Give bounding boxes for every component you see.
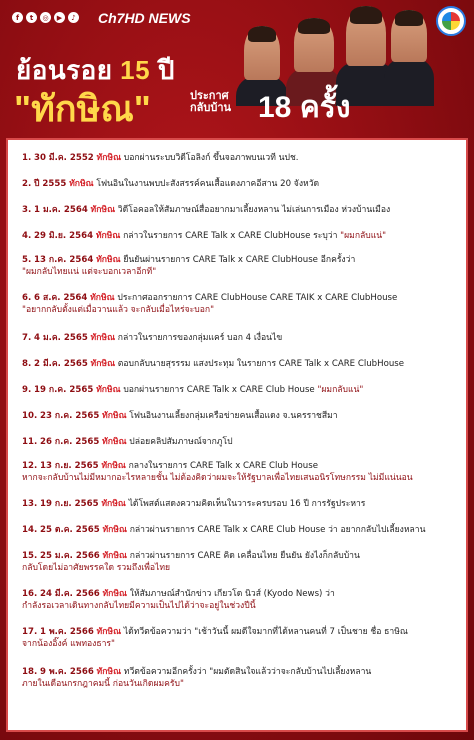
channel7-logo (436, 6, 466, 36)
item-text: ทวีตข้อความอีกครั้งว่า "ผมตัดสินใจแล้วว่าจะกลับบ้านไปเลี้ยงหลาน (123, 667, 372, 677)
item-text: โฟนอินงานเลี้ยงกลุ่มเครือข่ายคนเสื้อแดง จ.นครราชสีมา (129, 411, 338, 421)
item-name: ทักษิณ (90, 359, 116, 369)
timeline-item (22, 230, 460, 242)
item-name: ทักษิณ (96, 255, 121, 265)
item-number: 8. (22, 359, 32, 369)
instagram-icon[interactable]: ◎ (40, 12, 51, 23)
timeline-panel (8, 140, 466, 730)
item-date: 9 พ.ค. 2566 (39, 667, 94, 677)
item-name: ทักษิณ (102, 589, 128, 599)
youtube-icon[interactable]: ▶ (54, 12, 65, 23)
item-name: ทักษิณ (90, 333, 116, 343)
timeline-item (22, 524, 460, 536)
item-number: 5. (22, 255, 32, 265)
item-number: 2. (22, 179, 32, 189)
item-date: 24 มี.ค. 2566 (39, 589, 100, 599)
item-quote: "ผมกลับแน่" (317, 385, 364, 395)
timeline-item (22, 436, 460, 448)
headline-count: 18 ครั้ง (258, 91, 351, 124)
item-date: 19 ก.ย. 2565 (39, 499, 99, 509)
headline-subtitle (190, 90, 231, 114)
item-date: 23 ก.ค. 2565 (39, 411, 100, 421)
item-text: โฟนอินในงานพบปะสังสรรค์คนเสื้อแดงภาคอีสาน 20 จังหวัด (96, 179, 320, 189)
item-date: 13 ก.ย. 2565 (39, 461, 99, 471)
item-quote: "ผมกลับไทยแน่ แต่จะบอกเวลาอีกที" (22, 267, 157, 277)
item-name: ทักษิณ (101, 461, 126, 471)
item-quote: "ผมกลับแน่" (340, 231, 387, 241)
item-number: 16. (22, 589, 38, 599)
item-number: 13. (22, 499, 38, 509)
timeline-item (22, 254, 460, 278)
facebook-icon[interactable]: f (12, 12, 23, 23)
item-text: กล่าวผ่านรายการ CARE คิด เคลื่อนไทย ยืนยัน ยังไงก็กลับบ้าน (129, 551, 360, 561)
twitter-icon[interactable]: t (26, 12, 37, 23)
headline-word2: ปี (157, 55, 175, 85)
item-number: 1. (22, 153, 32, 163)
item-date: 4 ม.ค. 2565 (33, 333, 88, 343)
timeline-item (22, 384, 460, 396)
item-number: 4. (22, 231, 32, 241)
brand-name: Ch7HD NEWS (98, 10, 191, 26)
item-date: 1 ม.ค. 2564 (33, 205, 88, 215)
subtitle-bottom: กลับบ้าน (190, 102, 232, 114)
item-number: 7. (22, 333, 32, 343)
item-quote: กลับโดยไม่อาศัยพรรคใด รวมถึงเพื่อไทย (22, 563, 171, 573)
item-number: 3. (22, 205, 32, 215)
item-text: ได้ทวีตข้อความว่า "เช้าวันนี้ ผมดีใจมากที่ได้หลานคนที่ 7 เป็นชาย ชื่อ ธาษิณ (123, 627, 408, 637)
item-name: ทักษิณ (102, 525, 127, 535)
timeline-item (22, 626, 460, 650)
item-date: 26 ก.ค. 2565 (39, 437, 100, 447)
item-number: 17. (22, 627, 38, 637)
item-name: ทักษิณ (96, 627, 122, 637)
timeline-item (22, 332, 460, 344)
item-number: 9. (22, 385, 32, 395)
item-name: ทักษิณ (101, 499, 126, 509)
item-number: 12. (22, 461, 38, 471)
item-name: ทักษิณ (69, 179, 94, 189)
item-name: ทักษิณ (95, 231, 121, 241)
headline-number: 15 (120, 55, 151, 85)
item-quote: จากน้องอิ๊งค์ แพทองธาร" (22, 639, 115, 649)
portrait-4-body (384, 58, 434, 106)
timeline-item (22, 666, 460, 690)
subtitle-top: ประกาศ (190, 90, 229, 102)
item-date: 30 มี.ค. 2552 (33, 153, 94, 163)
timeline-item (22, 152, 460, 164)
item-text: บอกผ่านรายการ CARE Talk x CARE Club House (123, 385, 315, 395)
item-date: 13 ก.ค. 2564 (33, 255, 94, 265)
item-quote: หากจะกลับบ้านไม่มีหมากอะไรหลายชั้น ไม่ต้องคิดว่าผมจะให้รัฐบาลเพื่อไทยเสนอนิรโทษกรรม ไม่มีแน่นอน (22, 473, 413, 483)
timeline-item (22, 498, 460, 510)
item-text: กล่าวผ่านรายการ CARE Talk x CARE Club House ว่า อยากกลับไปเลี้ยงหลาน (129, 525, 426, 535)
timeline-item (22, 460, 460, 484)
item-text: ปล่อยคลิปสัมภาษณ์จากภูโป (129, 437, 233, 447)
item-date: 2 มี.ค. 2565 (33, 359, 88, 369)
item-text: กลางในรายการ CARE Talk x CARE Club House (128, 461, 318, 471)
timeline-item (22, 550, 460, 574)
item-date: 19 ก.ค. 2565 (33, 385, 94, 395)
portrait-4-face (391, 10, 427, 62)
item-date: 25 ม.ค. 2566 (39, 551, 100, 561)
social-icons (12, 12, 79, 23)
item-text: บอกผ่านระบบวิดีโอลิงก์ ขึ้นจอภาพบนเวที นปช. (123, 153, 299, 163)
item-text: ยืนยันผ่านรายการ CARE Talk x CARE ClubHouse อีกครั้งว่า (123, 255, 356, 265)
timeline-item (22, 204, 460, 216)
timeline-item (22, 410, 460, 422)
item-date: ปี 2555 (33, 179, 67, 189)
item-text: ตอบกลับนายสุรรรม แสงประทุม ในรายการ CARE Talk x CARE ClubHouse (117, 359, 405, 369)
item-number: 18. (22, 667, 38, 677)
timeline-item (22, 178, 460, 190)
item-name: ทักษิณ (102, 411, 127, 421)
item-name: ทักษิณ (96, 153, 122, 163)
item-date: 25 ต.ค. 2565 (39, 525, 100, 535)
item-name: ทักษิณ (96, 667, 122, 677)
headline-word1: ย้อนรอย (16, 55, 113, 85)
portrait-1-face (244, 26, 280, 80)
item-name: ทักษิณ (90, 293, 115, 303)
item-number: 11. (22, 437, 38, 447)
item-name: ทักษิณ (90, 205, 116, 215)
item-name: ทักษิณ (102, 437, 127, 447)
timeline-item (22, 588, 460, 612)
item-text: วิดีโอคอลให้สัมภาษณ์สื่ออยากมาเลี้ยงหลาน ไม่เล่นการเมือง ห่วงบ้านเมือง (117, 205, 391, 215)
item-date: 6 ส.ค. 2564 (33, 293, 88, 303)
item-quote: กำลังรอเวลาเดินทางกลับไทยมีความเป็นไปได้ว่าจะอยู่ในช่วงปีนี้ (22, 601, 256, 611)
item-date: 1 พ.ค. 2566 (39, 627, 94, 637)
item-text: กล่าวในรายการของกลุ่มแคร์ บอก 4 เงื่อนไข (117, 333, 283, 343)
timeline-item (22, 358, 460, 370)
item-text: ประกาศออกรายการ CARE ClubHouse CARE TAIK x CARE ClubHouse (117, 293, 398, 303)
item-number: 14. (22, 525, 38, 535)
portrait-2-face (294, 18, 334, 72)
item-date: 29 มิ.ย. 2564 (33, 231, 94, 241)
item-text: กล่าวในรายการ CARE Talk x CARE ClubHouse ระบุว่า (123, 231, 338, 241)
item-number: 10. (22, 411, 38, 421)
timeline-item (22, 292, 460, 316)
portrait-3-face (346, 6, 386, 66)
tiktok-icon[interactable]: ♪ (68, 12, 79, 23)
headline-name: "ทักษิณ" (14, 88, 151, 129)
item-text: ให้สัมภาษณ์สำนักข่าว เกียวโด นิวส์ (Kyodo News) ว่า (129, 589, 335, 599)
item-number: 15. (22, 551, 38, 561)
item-text: ได้โพสต์แสดงความคิดเห็นในวาระครบรอบ 16 ปี การรัฐประหาร (128, 499, 366, 509)
item-name: ทักษิณ (102, 551, 128, 561)
item-number: 6. (22, 293, 32, 303)
item-quote: ภายในเดือนกรกฎาคมนี้ ก่อนวันเกิดผมครับ" (22, 679, 184, 689)
item-name: ทักษิณ (96, 385, 121, 395)
item-quote: "อยากกลับตั้งแต่เมื่อวานแล้ว จะกลับเมื่อไหร่จะบอก" (22, 305, 215, 315)
